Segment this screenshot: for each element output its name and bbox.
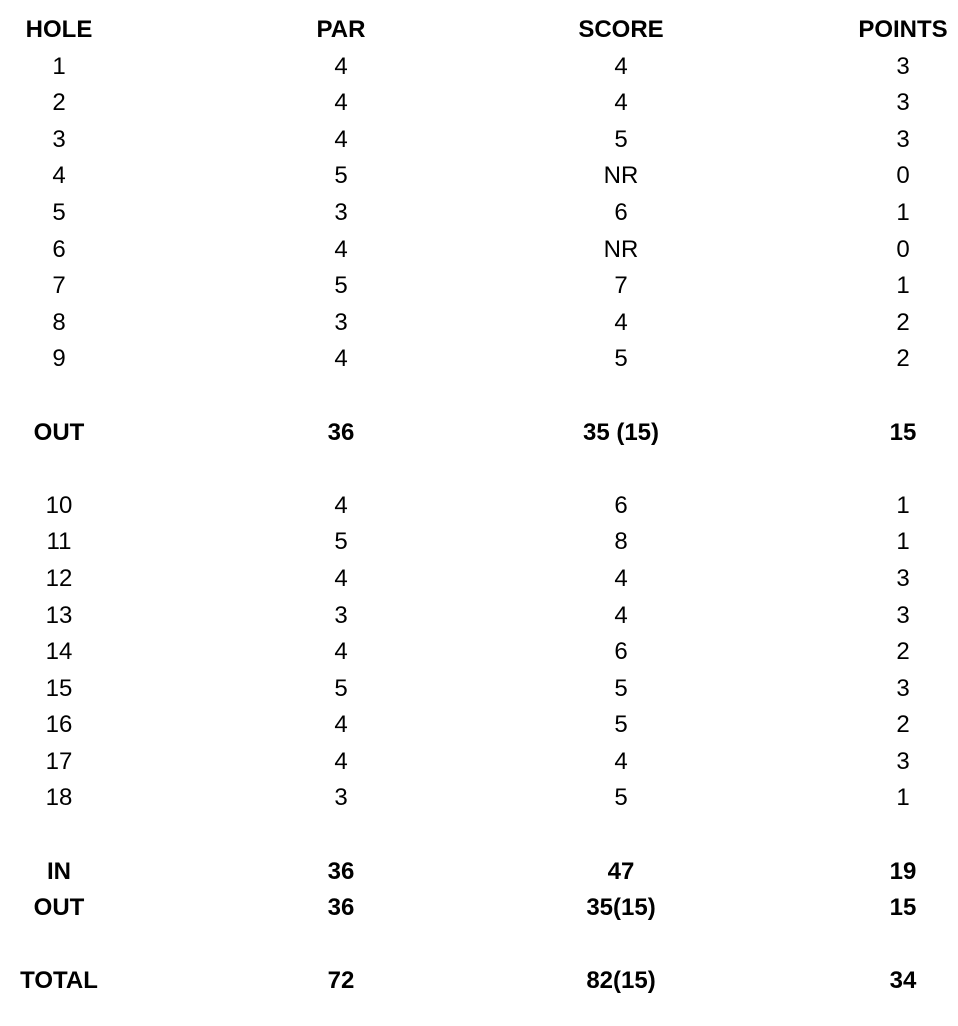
points-cell: 2 [896,638,910,666]
table-row [0,305,958,342]
score-cell: 8 [614,528,628,556]
total-par: 72 [327,967,355,995]
par-cell: 4 [334,491,348,519]
par-cell: 5 [334,674,348,702]
hole-cell: 8 [52,308,66,336]
hole-cell: 9 [52,345,66,373]
table-row [0,707,958,744]
points-cell: 0 [896,235,910,263]
hole-cell: 11 [46,528,72,556]
score-cell: 6 [614,491,628,519]
table-row [0,488,958,525]
score-cell: 4 [614,89,628,117]
total-score: 82(15) [586,967,656,995]
hole-cell: 16 [45,711,73,739]
score-cell: 7 [614,272,628,300]
score-cell: 5 [614,674,628,702]
hole-cell: 4 [52,162,66,190]
in-summary-score: 47 [607,857,635,885]
par-cell: 4 [334,235,348,263]
hole-cell: 12 [45,564,73,592]
score-cell: 6 [614,198,628,226]
spacer-row [0,378,958,415]
total-points: 34 [889,967,917,995]
table-row [0,671,958,708]
hole-column-header: HOLE [25,16,93,43]
scorecard-table [0,12,958,1000]
points-cell: 3 [896,52,910,80]
total-label: TOTAL [20,967,98,995]
table-row [0,598,958,635]
score-cell: 4 [614,564,628,592]
out-summary-par: 36 [327,894,355,922]
points-cell: 3 [896,125,910,153]
points-cell: 1 [896,272,910,300]
hole-cell: 7 [52,272,66,300]
spacer-row [0,451,958,488]
score-cell: 4 [614,747,628,775]
score-cell: 4 [614,308,628,336]
in-summary-par: 36 [327,857,355,885]
hole-cell: 18 [45,784,73,812]
spacer-row [0,927,958,964]
total-row [0,963,958,1000]
points-cell: 3 [896,564,910,592]
points-cell: 3 [896,674,910,702]
points-cell: 1 [896,491,910,519]
in-summary-points: 19 [889,857,917,885]
table-row [0,341,958,378]
in-summary-row [0,854,958,891]
table-row [0,780,958,817]
par-column-header: PAR [316,16,366,43]
par-cell: 4 [334,638,348,666]
score-cell: 4 [614,601,628,629]
par-cell: 4 [334,345,348,373]
points-column-header: POINTS [858,16,948,43]
out-subtotal-points: 15 [889,418,917,446]
par-cell: 4 [334,52,348,80]
par-cell: 3 [334,784,348,812]
spacer-row [0,817,958,854]
in-summary-label: IN [47,857,71,885]
par-cell: 4 [334,564,348,592]
header-row [0,12,958,49]
table-row [0,122,958,159]
par-cell: 3 [334,601,348,629]
out-summary-row [0,890,958,927]
hole-cell: 13 [45,601,73,629]
table-row [0,524,958,561]
out-summary-points: 15 [889,894,917,922]
par-cell: 5 [334,162,348,190]
points-cell: 3 [896,747,910,775]
table-row [0,744,958,781]
score-cell: 6 [614,638,628,666]
points-cell: 1 [896,528,910,556]
out-summary-label: OUT [33,894,85,922]
out-subtotal-par: 36 [327,418,355,446]
points-cell: 2 [896,308,910,336]
par-cell: 4 [334,747,348,775]
table-row [0,49,958,86]
out-summary-score: 35(15) [586,894,656,922]
hole-cell: 5 [52,198,66,226]
table-row [0,634,958,671]
out-subtotal-score: 35 (15) [582,418,660,446]
score-cell: 5 [614,345,628,373]
hole-cell: 17 [45,747,73,775]
par-cell: 3 [334,198,348,226]
points-cell: 1 [896,198,910,226]
table-row [0,85,958,122]
par-cell: 4 [334,125,348,153]
out-subtotal-row [0,415,958,452]
score-cell: 5 [614,711,628,739]
table-row [0,232,958,269]
par-cell: 4 [334,89,348,117]
points-cell: 1 [896,784,910,812]
score-cell: NR [603,235,639,263]
table-row [0,268,958,305]
points-cell: 2 [896,345,910,373]
points-cell: 3 [896,89,910,117]
table-row [0,561,958,598]
points-cell: 3 [896,601,910,629]
par-cell: 4 [334,711,348,739]
hole-cell: 1 [52,52,66,80]
hole-cell: 2 [52,89,66,117]
hole-cell: 14 [45,638,73,666]
par-cell: 3 [334,308,348,336]
hole-cell: 15 [45,674,73,702]
points-cell: 0 [896,162,910,190]
score-column-header: SCORE [578,16,664,43]
table-row [0,195,958,232]
points-cell: 2 [896,711,910,739]
par-cell: 5 [334,528,348,556]
par-cell: 5 [334,272,348,300]
score-cell: 5 [614,784,628,812]
hole-cell: 10 [45,491,73,519]
hole-cell: 6 [52,235,66,263]
hole-cell: 3 [52,125,66,153]
score-cell: 5 [614,125,628,153]
table-row [0,158,958,195]
score-cell: NR [603,162,639,190]
out-subtotal-label: OUT [33,418,85,446]
score-cell: 4 [614,52,628,80]
